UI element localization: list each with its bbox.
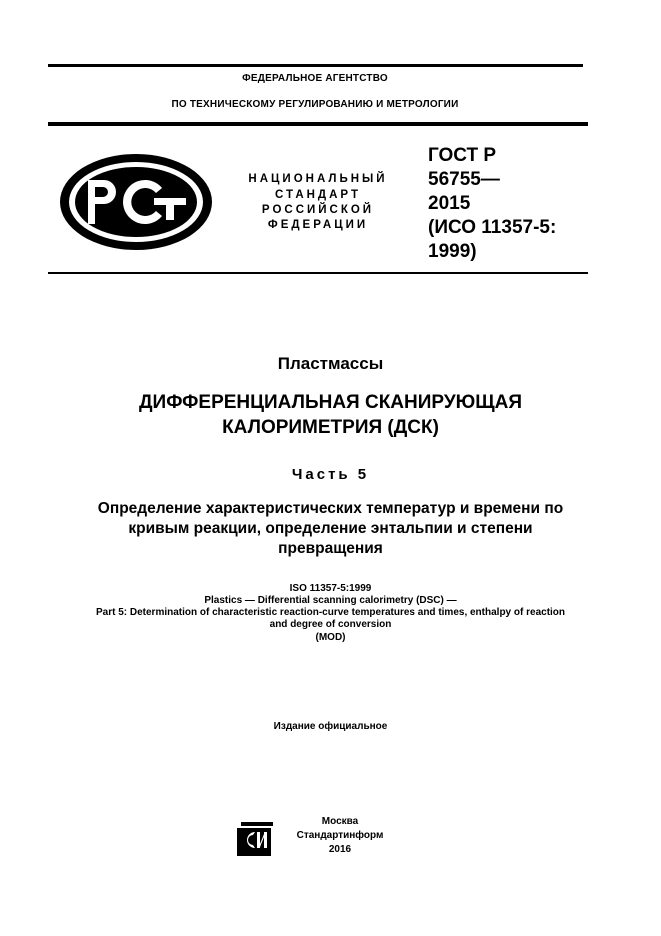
agency-line-2: ПО ТЕХНИЧЕСКОМУ РЕГУЛИРОВАНИЮ И МЕТРОЛОГИИ xyxy=(171,99,459,110)
iso-line-1: ISO 11357-5:1999 xyxy=(289,583,372,594)
edition-label: Издание официальное xyxy=(273,721,388,732)
national-standard-line-1: НАЦИОНАЛЬНЫЙ xyxy=(248,173,388,185)
designation-line-4: (ИСО 11357-5: xyxy=(428,217,557,238)
publisher-year: 2016 xyxy=(328,844,352,855)
iso-line-5: (MOD) xyxy=(315,632,346,643)
main-title xyxy=(0,390,661,440)
publisher-city: Москва xyxy=(321,816,359,827)
standartinform-logo-icon xyxy=(233,820,275,858)
national-standard-line-3: РОССИЙСКОЙ xyxy=(261,204,375,216)
top-rule xyxy=(48,64,583,67)
part-title: Часть 5 xyxy=(291,466,370,483)
iso-line-2: Plastics — Differential scanning calorimetry (DSC) — xyxy=(204,595,457,606)
main-title-line-1: ДИФФЕРЕНЦИАЛЬНАЯ СКАНИРУЮЩАЯ xyxy=(139,392,522,413)
subtitle xyxy=(0,499,661,559)
main-title-line-2: КАЛОРИМЕТРИЯ (ДСК) xyxy=(222,417,439,438)
iso-line-4: and degree of conversion xyxy=(269,619,392,630)
header-rule xyxy=(48,122,588,126)
category-title: Пластмассы xyxy=(277,354,384,373)
designation-line-2: 56755— xyxy=(428,169,500,190)
national-standard-line-4: ФЕДЕРАЦИИ xyxy=(267,219,369,231)
subtitle-line-2: кривым реакции, определение энтальпии и степени xyxy=(128,520,533,537)
designation-line-1: ГОСТ Р xyxy=(428,145,497,166)
designation-rule xyxy=(48,272,588,274)
national-standard-line-2: СТАНДАРТ xyxy=(275,189,361,201)
publisher-name: Стандартинформ xyxy=(296,830,384,841)
iso-line-3: Part 5: Determination of characteristic reaction-curve temperatures and times, enthalpy of reaction xyxy=(95,607,566,618)
rst-logo-icon xyxy=(58,152,214,252)
designation-line-3: 2015 xyxy=(428,193,471,214)
agency-line-1: ФЕДЕРАЛЬНОЕ АГЕНТСТВО xyxy=(242,73,388,84)
subtitle-line-3: превращения xyxy=(278,540,383,557)
subtitle-line-1: Определение характеристических температур и времени по xyxy=(97,500,564,517)
designation-line-5: 1999) xyxy=(428,241,477,262)
